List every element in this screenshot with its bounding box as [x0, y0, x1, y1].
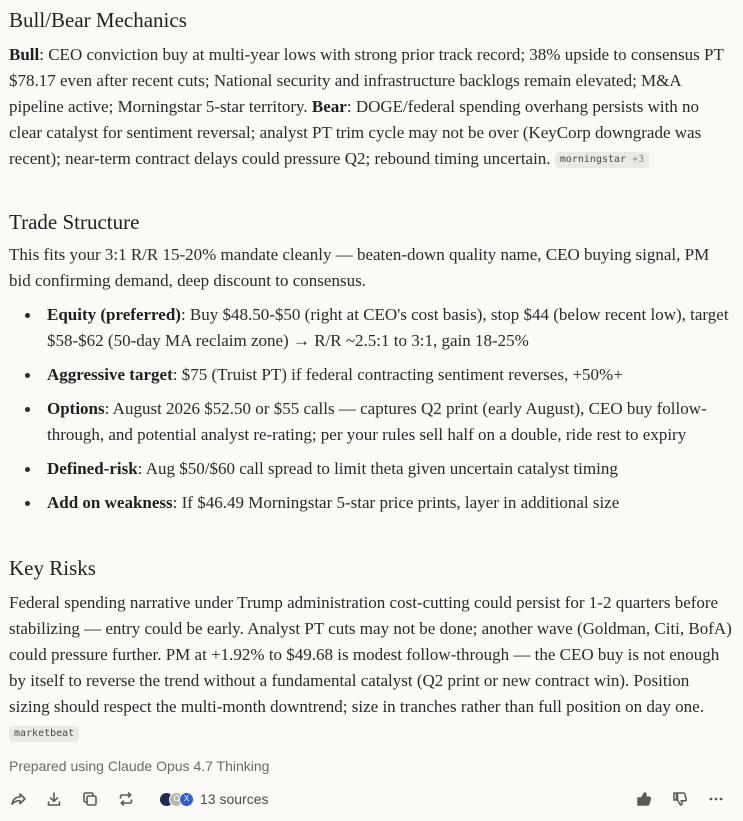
mechanics-section — [9, 6, 734, 172]
bear-label: Bear — [311, 97, 347, 116]
download-icon[interactable] — [45, 790, 63, 808]
list-item — [47, 456, 734, 482]
source-favicons — [159, 792, 194, 807]
rewrite-icon[interactable] — [117, 790, 135, 808]
citation-chip-source: morningstar — [559, 154, 627, 165]
prepared-note: Prepared using Claude Opus 4.7 Thinking — [9, 758, 270, 774]
feedback-tools — [617, 790, 725, 808]
trade-bullet-list — [9, 302, 734, 516]
list-item — [47, 362, 734, 388]
bullet-text: : August 2026 $52.50 or $55 calls — captures Q2 print (early August), CEO buy follow-through, and potential analyst re-rating; per your rules sell half on a double, ride rest to expiry — [47, 399, 707, 444]
bullet-label: Equity (preferred) — [47, 305, 181, 324]
section-heading-mechanics: Bull/Bear Mechanics — [9, 8, 187, 32]
list-item — [47, 302, 734, 354]
thumbs-up-icon[interactable] — [635, 790, 653, 808]
bullet-text: : Aug $50/$60 call spread to limit theta given uncertain catalyst timing — [137, 459, 618, 478]
risks-section — [9, 554, 734, 746]
risks-paragraph — [9, 590, 734, 746]
more-icon[interactable] — [707, 790, 725, 808]
bear-text: : DOGE/federal spending overhang persists with no clear catalyst for sentiment reversal; analyst PT trim cycle may not be over (KeyCorp downgrade was recent); near-term contract delays could pressure Q2; rebound timing uncertain. — [9, 97, 702, 168]
citation-chip-morningstar[interactable] — [555, 152, 649, 168]
citation-chip-source: marketbeat — [14, 728, 75, 739]
copy-icon[interactable] — [81, 790, 99, 808]
bullet-label: Add on weakness — [47, 493, 173, 512]
answer-toolbar — [9, 787, 725, 811]
trade-intro: This fits your 3:1 R/R 15-20% mandate cleanly — beaten-down quality name, CEO buying signal, PM bid confirming demand, deep discount to consensus. — [9, 245, 710, 290]
bullet-text: : $75 (Truist PT) if federal contracting sentiment reverses, +50%+ — [172, 365, 623, 384]
sources-button[interactable] — [159, 786, 268, 812]
mechanics-paragraph — [9, 42, 734, 172]
source-favicon-icon: X — [179, 792, 194, 807]
list-item — [47, 490, 734, 516]
bullet-text: : Buy $48.50-$50 (right at CEO's cost basis), stop $44 (below recent low), target $58-$62 (50-day MA reclaim zone) → R/R ~2.5:1 to 3:1, gain 18-25% — [47, 305, 729, 350]
trade-section — [9, 208, 734, 516]
thumbs-down-icon[interactable] — [671, 790, 689, 808]
bullet-label: Aggressive target — [47, 365, 173, 384]
risks-text: Federal spending narrative under Trump administration cost-cutting could persist for 1-2 quarters before stabilizing — entry could be early. Analyst PT cuts may not be done; another wave (Goldman, Citi, BofA) could pressure further. PM at +1.92% to $49.68 is modest follow-through — the CEO buy is not enough by itself to reverse the trend without a fundamental catalyst (Q2 print or new contract win). Position sizing should respect the multi-month downtrend; size in tranches rather than full position on day one. — [9, 593, 732, 716]
list-item — [47, 396, 734, 448]
bullet-label: Options — [47, 399, 105, 418]
bullet-label: Defined-risk — [47, 459, 138, 478]
section-heading-risks: Key Risks — [9, 556, 96, 580]
bull-label: Bull — [9, 45, 40, 64]
source-favicon-icon: C — [169, 792, 184, 807]
share-icon[interactable] — [9, 790, 27, 808]
sources-label: 13 sources — [200, 791, 269, 807]
bullet-text: : If $46.49 Morningstar 5-star price prints, layer in additional size — [172, 493, 620, 512]
citation-chip-marketbeat[interactable] — [9, 726, 79, 742]
bull-text: : CEO conviction buy at multi-year lows with strong prior track record; 38% upside to consensus PT $78.17 even after recent cuts; National security and infrastructure backlogs remain elevated; M&A pipeline active; Morningstar 5-star territory. — [9, 45, 724, 116]
section-heading-trade: Trade Structure — [9, 210, 140, 234]
citation-chip-more: +3 — [632, 154, 645, 165]
